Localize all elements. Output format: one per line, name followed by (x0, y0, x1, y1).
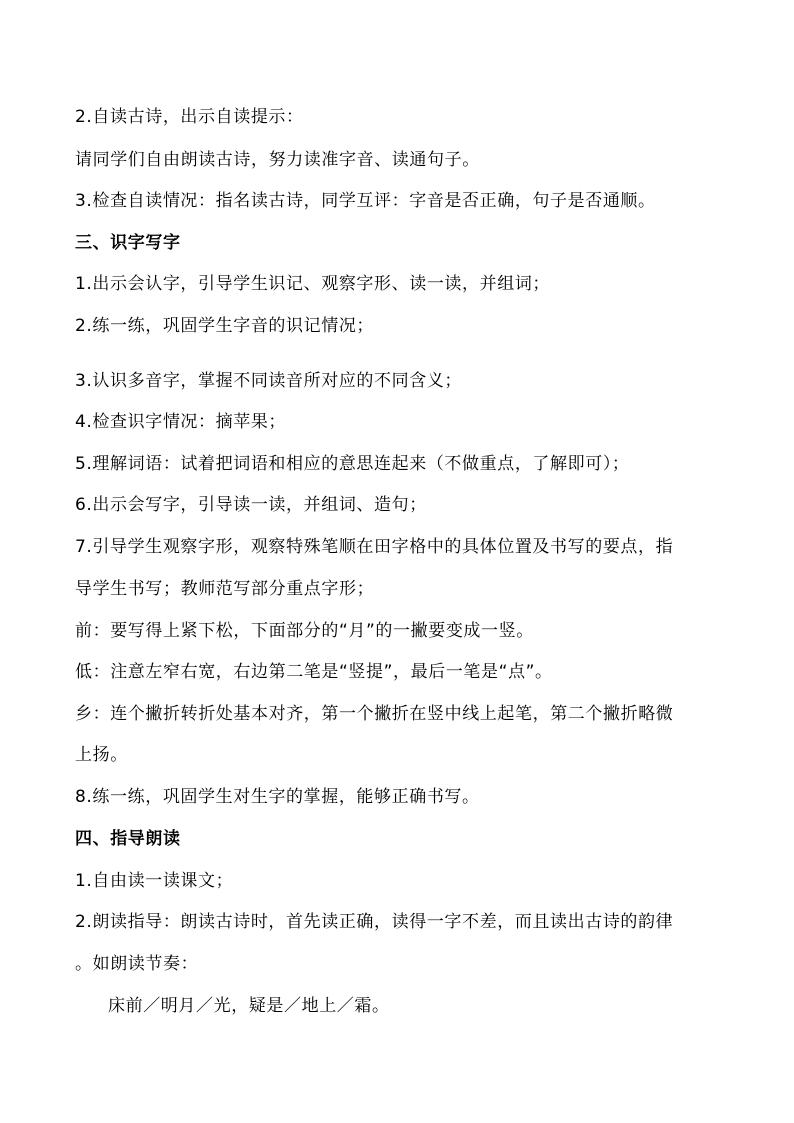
text-line: 上扬。 (75, 745, 128, 765)
text-line: 3.认识多音字，掌握不同读音所对应的不同含义； (75, 371, 463, 391)
poem-rhythm-line: 床前／明月／光，疑是／地上／霜。 (108, 996, 390, 1016)
text-line: 前：要写得上紧下松，下面部分的“月”的一撇要变成一竖。 (75, 621, 534, 641)
text-line: 1.出示会认字，引导学生识记、观察字形、读一读，并组词； (75, 274, 551, 294)
section-heading: 三、识字写字 (75, 233, 181, 253)
text-line: 6.出示会写字，引导读一读，并组词、造句； (75, 495, 427, 515)
text-line: 1.自由读一读课文； (75, 871, 234, 891)
text-line: 乡：连个撇折转折处基本对齐，第一个撇折在竖中线上起笔，第二个撇折略微 (75, 704, 674, 724)
section-heading: 四、指导朗读 (75, 829, 181, 849)
text-line: 。如朗读节奏： (75, 954, 199, 974)
text-line: 低：注意左窄右宽，右边第二笔是“竖提”，最后一笔是“点”。 (75, 662, 553, 682)
text-line: 5.理解词语：试着把词语和相应的意思连起来（不做重点，了解即可）； (75, 454, 630, 474)
text-line: 3.检查自读情况：指名读古诗，同学互评：字音是否正确，句子是否通顺。 (75, 191, 656, 211)
text-line: 2.练一练，巩固学生字音的识记情况； (75, 316, 375, 336)
text-line: 2.自读古诗，出示自读提示： (75, 107, 304, 127)
text-line: 请同学们自由朗读古诗，努力读准字音、读通句子。 (75, 150, 480, 170)
text-line: 导学生书写；教师范写部分重点字形； (75, 579, 375, 599)
text-line: 4.检查识字情况：摘苹果； (75, 412, 287, 432)
text-line: 7.引导学生观察字形，观察特殊笔顺在田字格中的具体位置及书写的要点，指 (75, 537, 674, 557)
text-line: 8.练一练，巩固学生对生字的掌握，能够正确书写。 (75, 787, 480, 807)
text-line: 2.朗读指导：朗读古诗时，首先读正确，读得一字不差，而且读出古诗的韵律 (75, 912, 674, 932)
